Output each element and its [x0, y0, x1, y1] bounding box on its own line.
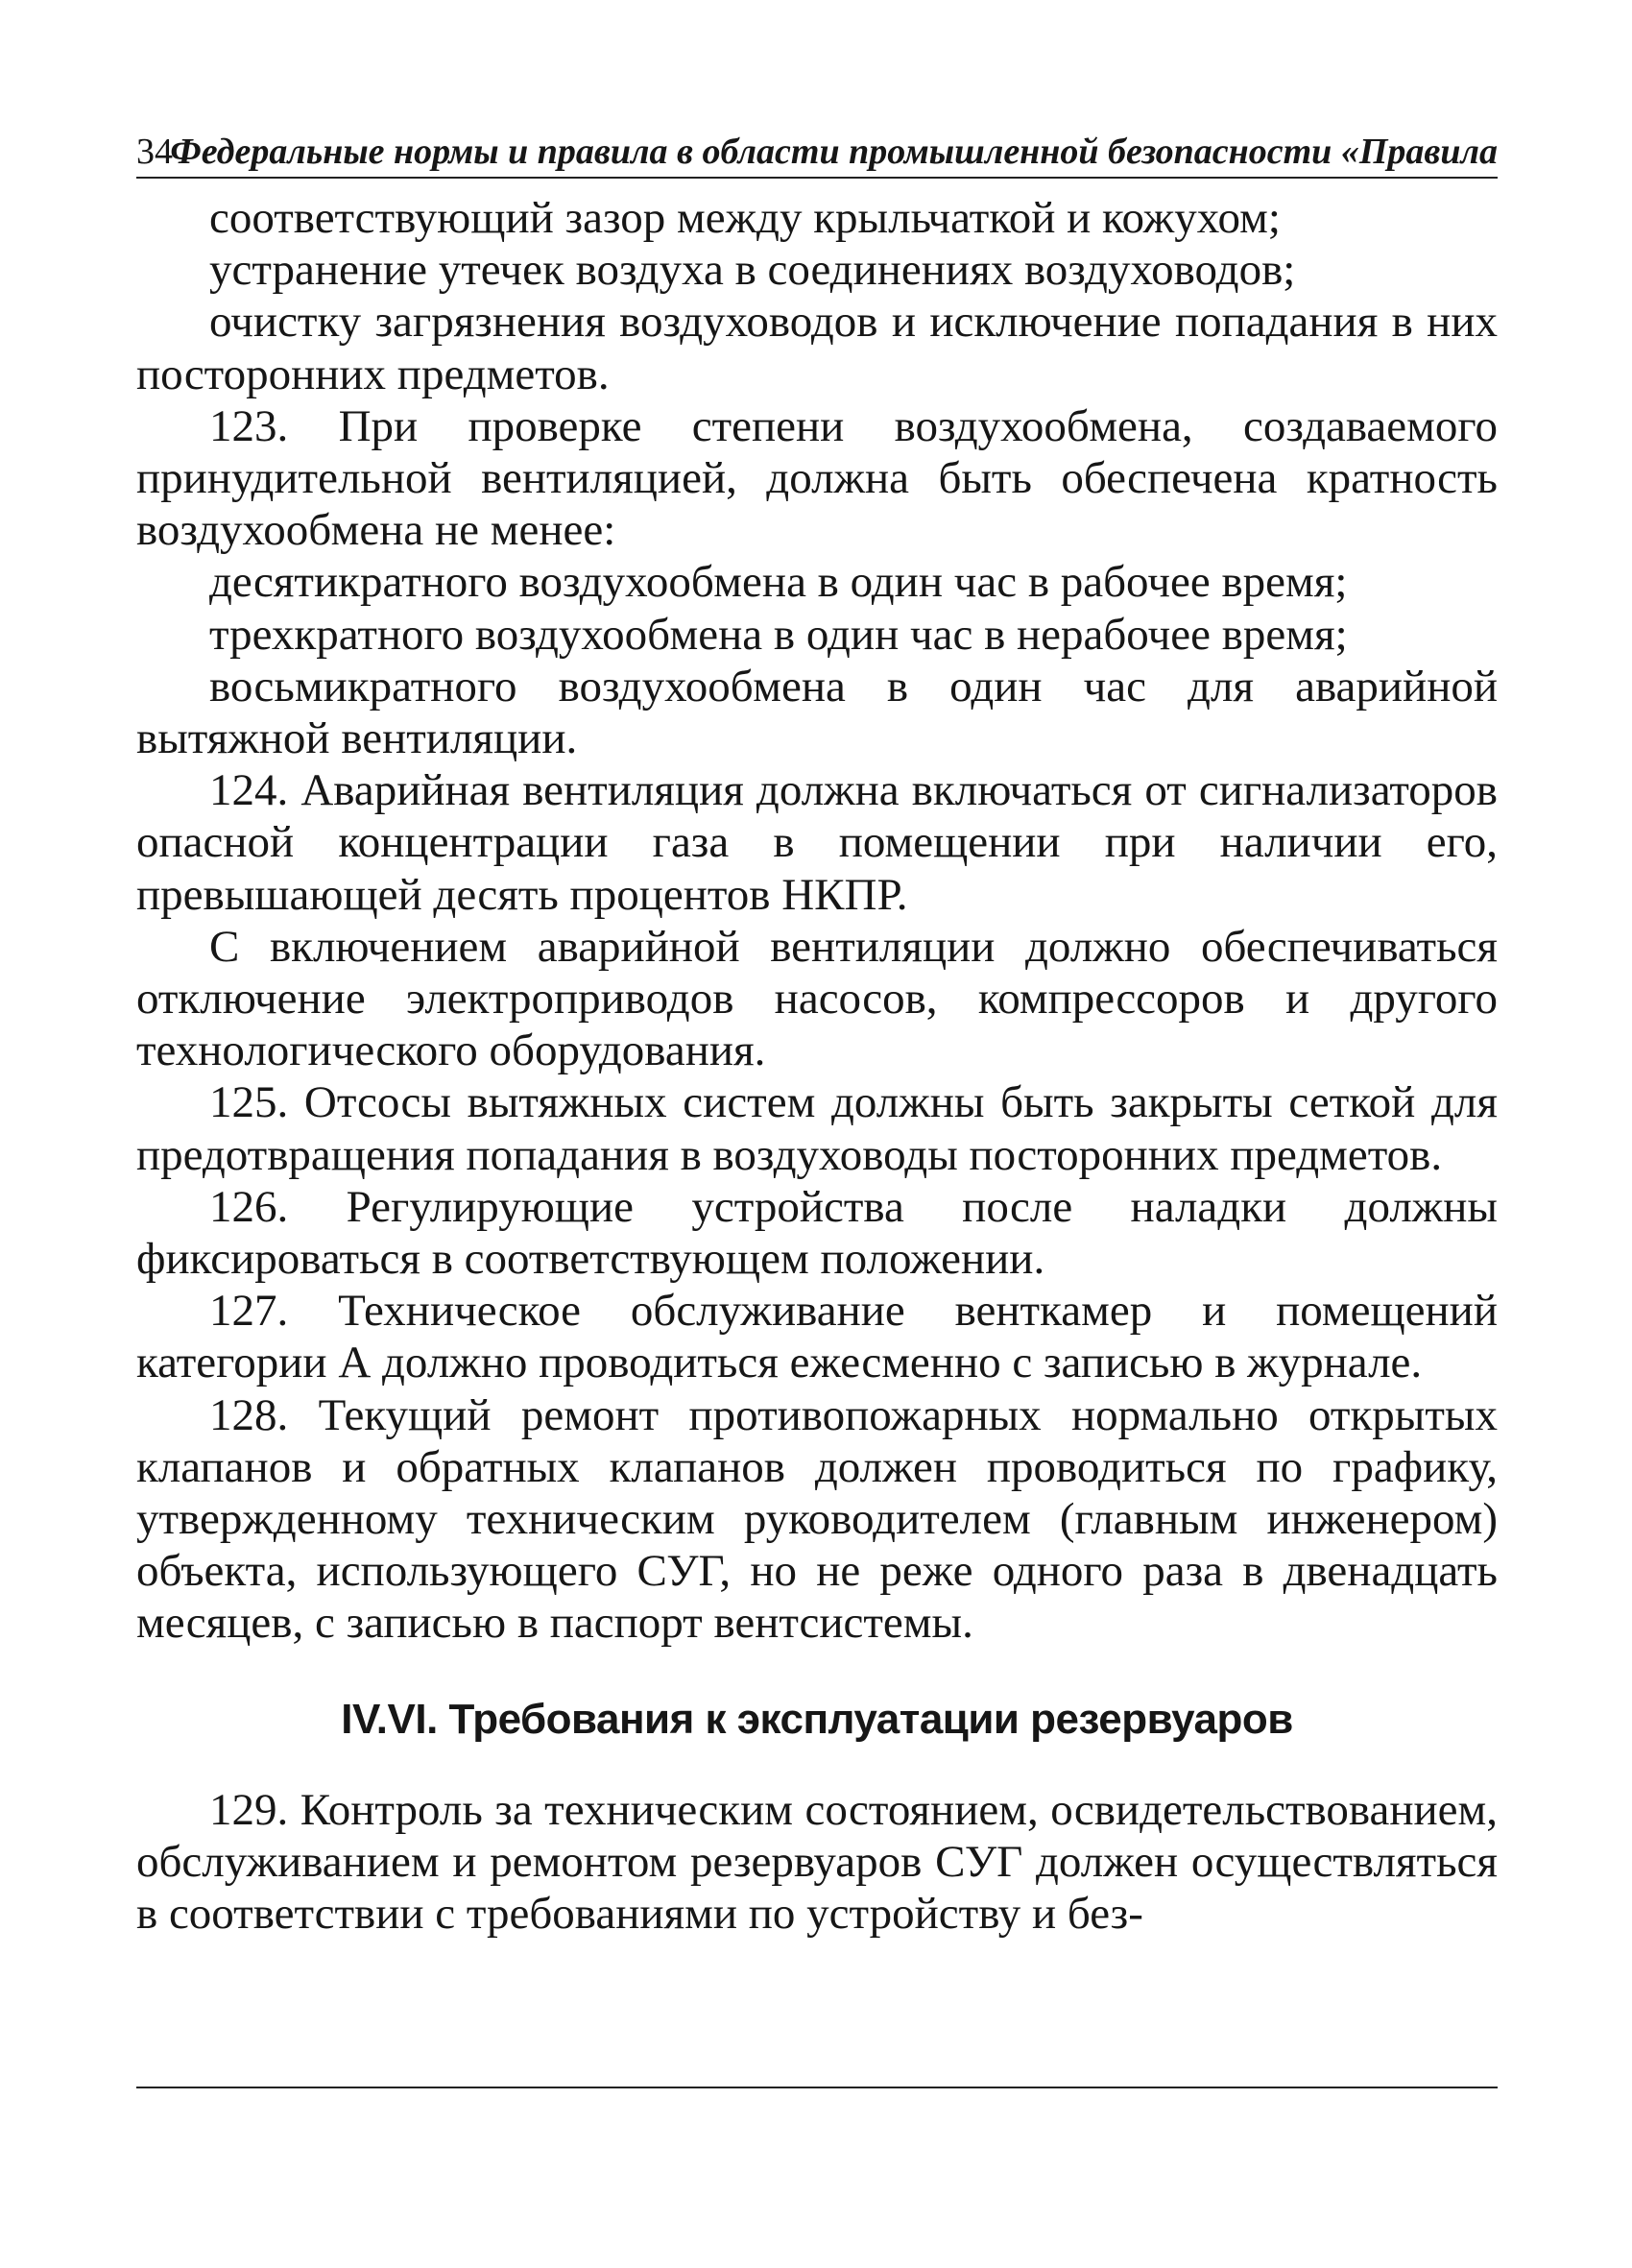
- paragraph-item-123: 123. При проверке степени воздухообмена, создаваемого принудительной вентиляцией, должна быть обеспечена кратность воздухообмена не менее:: [136, 400, 1498, 556]
- footer-rule: [136, 2087, 1498, 2088]
- paragraph-item-125: 125. Отсосы вытяжных систем должны быть закрыты сеткой для предотвращения попадания в воздуховоды посторонних предметов.: [136, 1077, 1498, 1180]
- paragraph: соответствующий зазор между крыльчаткой и кожухом;: [209, 193, 1281, 243]
- paragraph: десятикратного воздухообмена в один час в рабочее время;: [209, 557, 1348, 608]
- paragraph-item-127: 127. Техническое обслуживание венткамер и помещений категории А должно проводиться ежесменно с записью в журнале.: [136, 1286, 1498, 1388]
- running-header: [136, 127, 1498, 179]
- paragraph: трехкратного воздухообмена в один час в нерабочее время;: [209, 609, 1348, 660]
- paragraph: устранение утечек воздуха в соединениях воздуховодов;: [209, 245, 1296, 296]
- paragraph-item-124: 124. Аварийная вентиляция должна включаться от сигнализаторов опасной концентрации газа в помещении при наличии его, превышающей десять процентов НКПР.: [136, 765, 1498, 920]
- paragraph: очистку загрязнения воздуховодов и исключение попадания в них посторонних предметов.: [136, 297, 1498, 399]
- body-text: [136, 192, 1498, 1940]
- page-number: 34: [136, 132, 173, 172]
- paragraph-item-128: 128. Текущий ремонт противопожарных нормально открытых клапанов и обратных клапанов должен проводиться по графику, утвержденному техническим руководителем (главным инженером) объекта, использующего СУГ, но не реже одного раза в двенадцать месяцев, с записью в паспорт вентсистемы.: [136, 1389, 1498, 1649]
- section-heading: IV.VI. Требования к эксплуатации резервуаров: [341, 1695, 1293, 1743]
- paragraph-item-129: 129. Контроль за техническим состоянием, освидетельствованием, обслуживанием и ремонтом резервуаров СУГ должен осуществляться в соответствии с требованиями по устройству и без-: [136, 1784, 1498, 1940]
- paragraph: восьмикратного воздухообмена в один час для аварийной вытяжной вентиляции.: [136, 661, 1498, 764]
- paragraph: С включением аварийной вентиляции должно обеспечиваться отключение электроприводов насосов, компрессоров и другого технологического оборудования.: [136, 921, 1498, 1076]
- paragraph-item-126: 126. Регулирующие устройства после наладки должны фиксироваться в соответствующем положении.: [136, 1181, 1498, 1285]
- running-title: Федеральные нормы и правила в области промышленной безопасности «Правила: [170, 132, 1498, 172]
